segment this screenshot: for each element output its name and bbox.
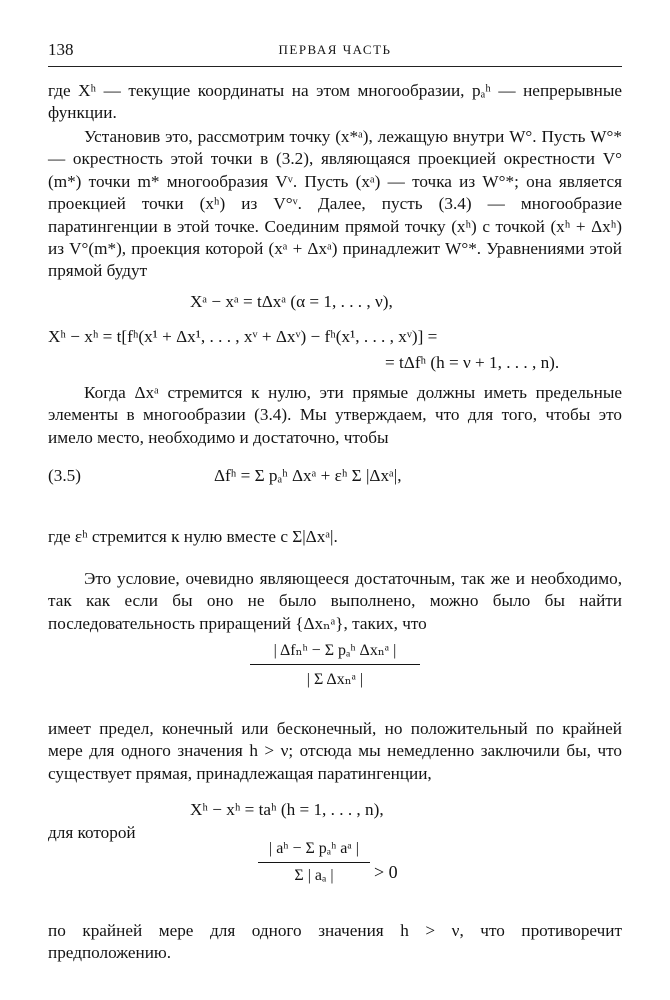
equation-2a: Xʰ − xʰ = t[fʰ(x¹ + Δx¹, . . . , xᵛ + Δxᵛ) − fʰ(x¹, . . . , xᵛ)] = bbox=[48, 327, 438, 346]
fraction-1-denominator: | Σ Δxₙᵃ | bbox=[306, 671, 364, 688]
header-rule bbox=[48, 66, 622, 67]
paragraph-1: где Xʰ — текущие координаты на этом многообразии, pₐʰ — непрерывные функции. bbox=[48, 81, 622, 123]
fraction-2-relation: > 0 bbox=[374, 862, 398, 882]
paragraph-8: по крайней мере для одного значения h > ν, что противоречит предположению. bbox=[48, 921, 622, 963]
equation-number-3-5: (3.5) bbox=[48, 466, 81, 485]
paragraph-4: где εʰ стремится к нулю вместе с Σ|Δxᵃ|. bbox=[48, 527, 338, 546]
fraction-2-denominator: Σ | aₐ | bbox=[294, 867, 334, 884]
equation-line: Xʰ − xʰ = taʰ (h = 1, . . . , n), bbox=[190, 800, 384, 819]
paragraph-2: Установив это, рассмотрим точку (x*ᵃ), лежащую внутри W°. Пусть W°* — окрестность этой точки в (3.2), являющаяся проекцией окрестности V°(m*) точки m* многообразия Vᵛ. Пусть (xᵃ) — точка из W°*; она является проекцией точки (xʰ) из V°ᵛ. Далее, пусть (3.4) — многообразие паратингенции в этой точке. Соединим прямой точку (xʰ) с точкой (xʰ + Δxʰ) из V°(m*), проекция которой (xᵃ + Δxᵃ) принадлежит W°*. Уравнениями этой прямой будут bbox=[48, 127, 622, 281]
page-header bbox=[48, 40, 622, 60]
paragraph-3: Когда Δxᵃ стремится к нулю, эти прямые должны иметь предельные элементы в многообразии (3.4). Мы утверждаем, что для того, чтобы это имело место, необходимо и достаточно, чтобы bbox=[48, 383, 622, 447]
fraction-1-numerator: | Δfₙʰ − Σ pₐʰ Δxₙᵃ | bbox=[273, 642, 397, 659]
fraction-2-numerator: | aʰ − Σ pₐʰ aᵃ | bbox=[269, 840, 359, 857]
paragraph-7: для которой bbox=[48, 823, 136, 842]
equation-2b: = tΔfʰ (h = ν + 1, . . . , n). bbox=[385, 353, 560, 372]
equation-1: Xᵃ − xᵃ = tΔxᵃ (α = 1, . . . , ν), bbox=[190, 292, 393, 311]
fraction-1 bbox=[250, 640, 420, 689]
running-title: ПЕРВАЯ ЧАСТЬ bbox=[278, 42, 392, 57]
fraction-2 bbox=[258, 840, 370, 885]
paragraph-5: Это условие, очевидно являющееся достаточным, так же и необходимо, так как если бы оно не было выполнено, можно было бы найти последовательность приращений {Δxₙᵃ}, таких, что bbox=[48, 569, 622, 633]
page-number: 138 bbox=[48, 40, 74, 59]
equation-3-5: Δfʰ = Σ pₐʰ Δxᵃ + εʰ Σ |Δxᵃ|, bbox=[214, 466, 402, 485]
paragraph-6: имеет предел, конечный или бесконечный, но положительный по крайней мере для одного значения h > ν; отсюда мы немедленно заключили бы, что существует прямая, принадлежащая паратингенции, bbox=[48, 719, 622, 783]
